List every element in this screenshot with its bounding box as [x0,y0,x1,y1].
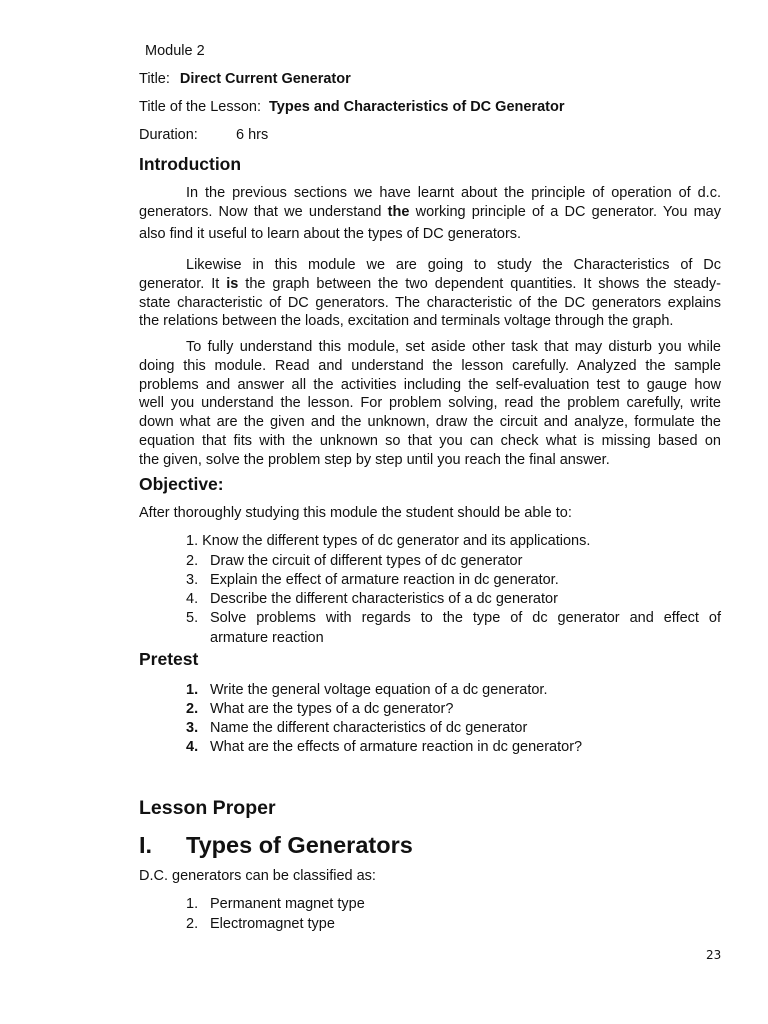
pretest-item: 3. Name the different characteristics of dc generator [186,720,528,736]
text-line: equation that fits with the unknown so that you can check what is missing based on [139,432,721,449]
duration-line [139,127,269,143]
text-line: also find it useful to learn about the types of DC generators. [139,225,522,242]
objective-heading: Objective: [139,474,224,494]
pretest-heading: Pretest [139,649,199,669]
intro-paragraph-2 [139,256,721,331]
classification-intro: D.C. generators can be classified as: [139,868,376,884]
page-number: 23 [706,948,722,962]
type-item: 2. Electromagnet type [186,916,335,932]
text-line: the relations between the loads, excitation and terminals voltage through the graph. [139,313,674,330]
objective-item: 5. Solve problems with regards to the type of dc generator and effect of [186,610,721,626]
pretest-item: 1. Write the general voltage equation of a dc generator. [186,682,548,698]
text-line: well you understand the lesson. For problem solving, read the problem carefully, write [139,395,721,412]
text-line: state characteristic of DC generators. The characteristic of the DC generators explains [139,294,721,311]
text-line: generators. Now that we understand the working principle of a DC generator. You may [139,203,721,220]
text-line: Likewise in this module we are going to study the Characteristics of Dc [186,257,721,273]
text-line: problems and answer all the activities including the self-evaluation test to gauge how [139,376,721,393]
title-label: Title: [139,71,170,87]
section-title: Types of Generators [186,832,413,858]
objective-intro: After thoroughly studying this module the student should be able to: [139,505,572,521]
objective-item: 1. Know the different types of dc generator and its applications. [186,533,591,549]
text-line: In the previous sections we have learnt about the principle of operation of d.c. [186,185,721,201]
text-line: To fully understand this module, set aside other task that may disturb you while [186,339,721,355]
pretest-item: 4. What are the effects of armature reaction in dc generator? [186,739,583,755]
pretest-item: 2. What are the types of a dc generator? [186,701,454,717]
lesson-title-value: Types and Characteristics of DC Generator [269,99,565,115]
intro-paragraph-1 [139,184,721,243]
text-line: doing this module. Read and understand the lesson carefully. Analyzed the sample [139,357,721,374]
duration-label: Duration: [139,127,198,143]
text-line: generator. It is the graph between the two dependent quantities. It shows the steady- [139,275,721,292]
type-item: 1. Permanent magnet type [186,896,365,912]
introduction-heading: Introduction [139,154,242,174]
duration-value: 6 hrs [236,127,269,143]
title-line [139,71,351,87]
section-heading [139,832,413,859]
objective-item: 3. Explain the effect of armature reaction in dc generator. [186,572,559,588]
module-label: Module 2 [145,43,205,59]
lesson-title-label: Title of the Lesson: [139,99,261,115]
lesson-title-line [139,99,564,115]
section-number: I. [139,832,153,858]
objective-item-continuation: armature reaction [210,630,324,646]
intro-paragraph-3 [139,338,721,470]
objective-item: 4. Describe the different characteristics of a dc generator [186,591,558,607]
objective-item: 2. Draw the circuit of different types of dc generator [186,553,523,569]
text-line: down what are the given and the unknown, draw the circuit and analyze, formulate the [139,414,721,431]
text-line: the given, solve the problem step by step until you reach the final answer. [139,451,610,468]
lesson-proper-heading: Lesson Proper [139,797,276,819]
title-value: Direct Current Generator [179,71,351,87]
